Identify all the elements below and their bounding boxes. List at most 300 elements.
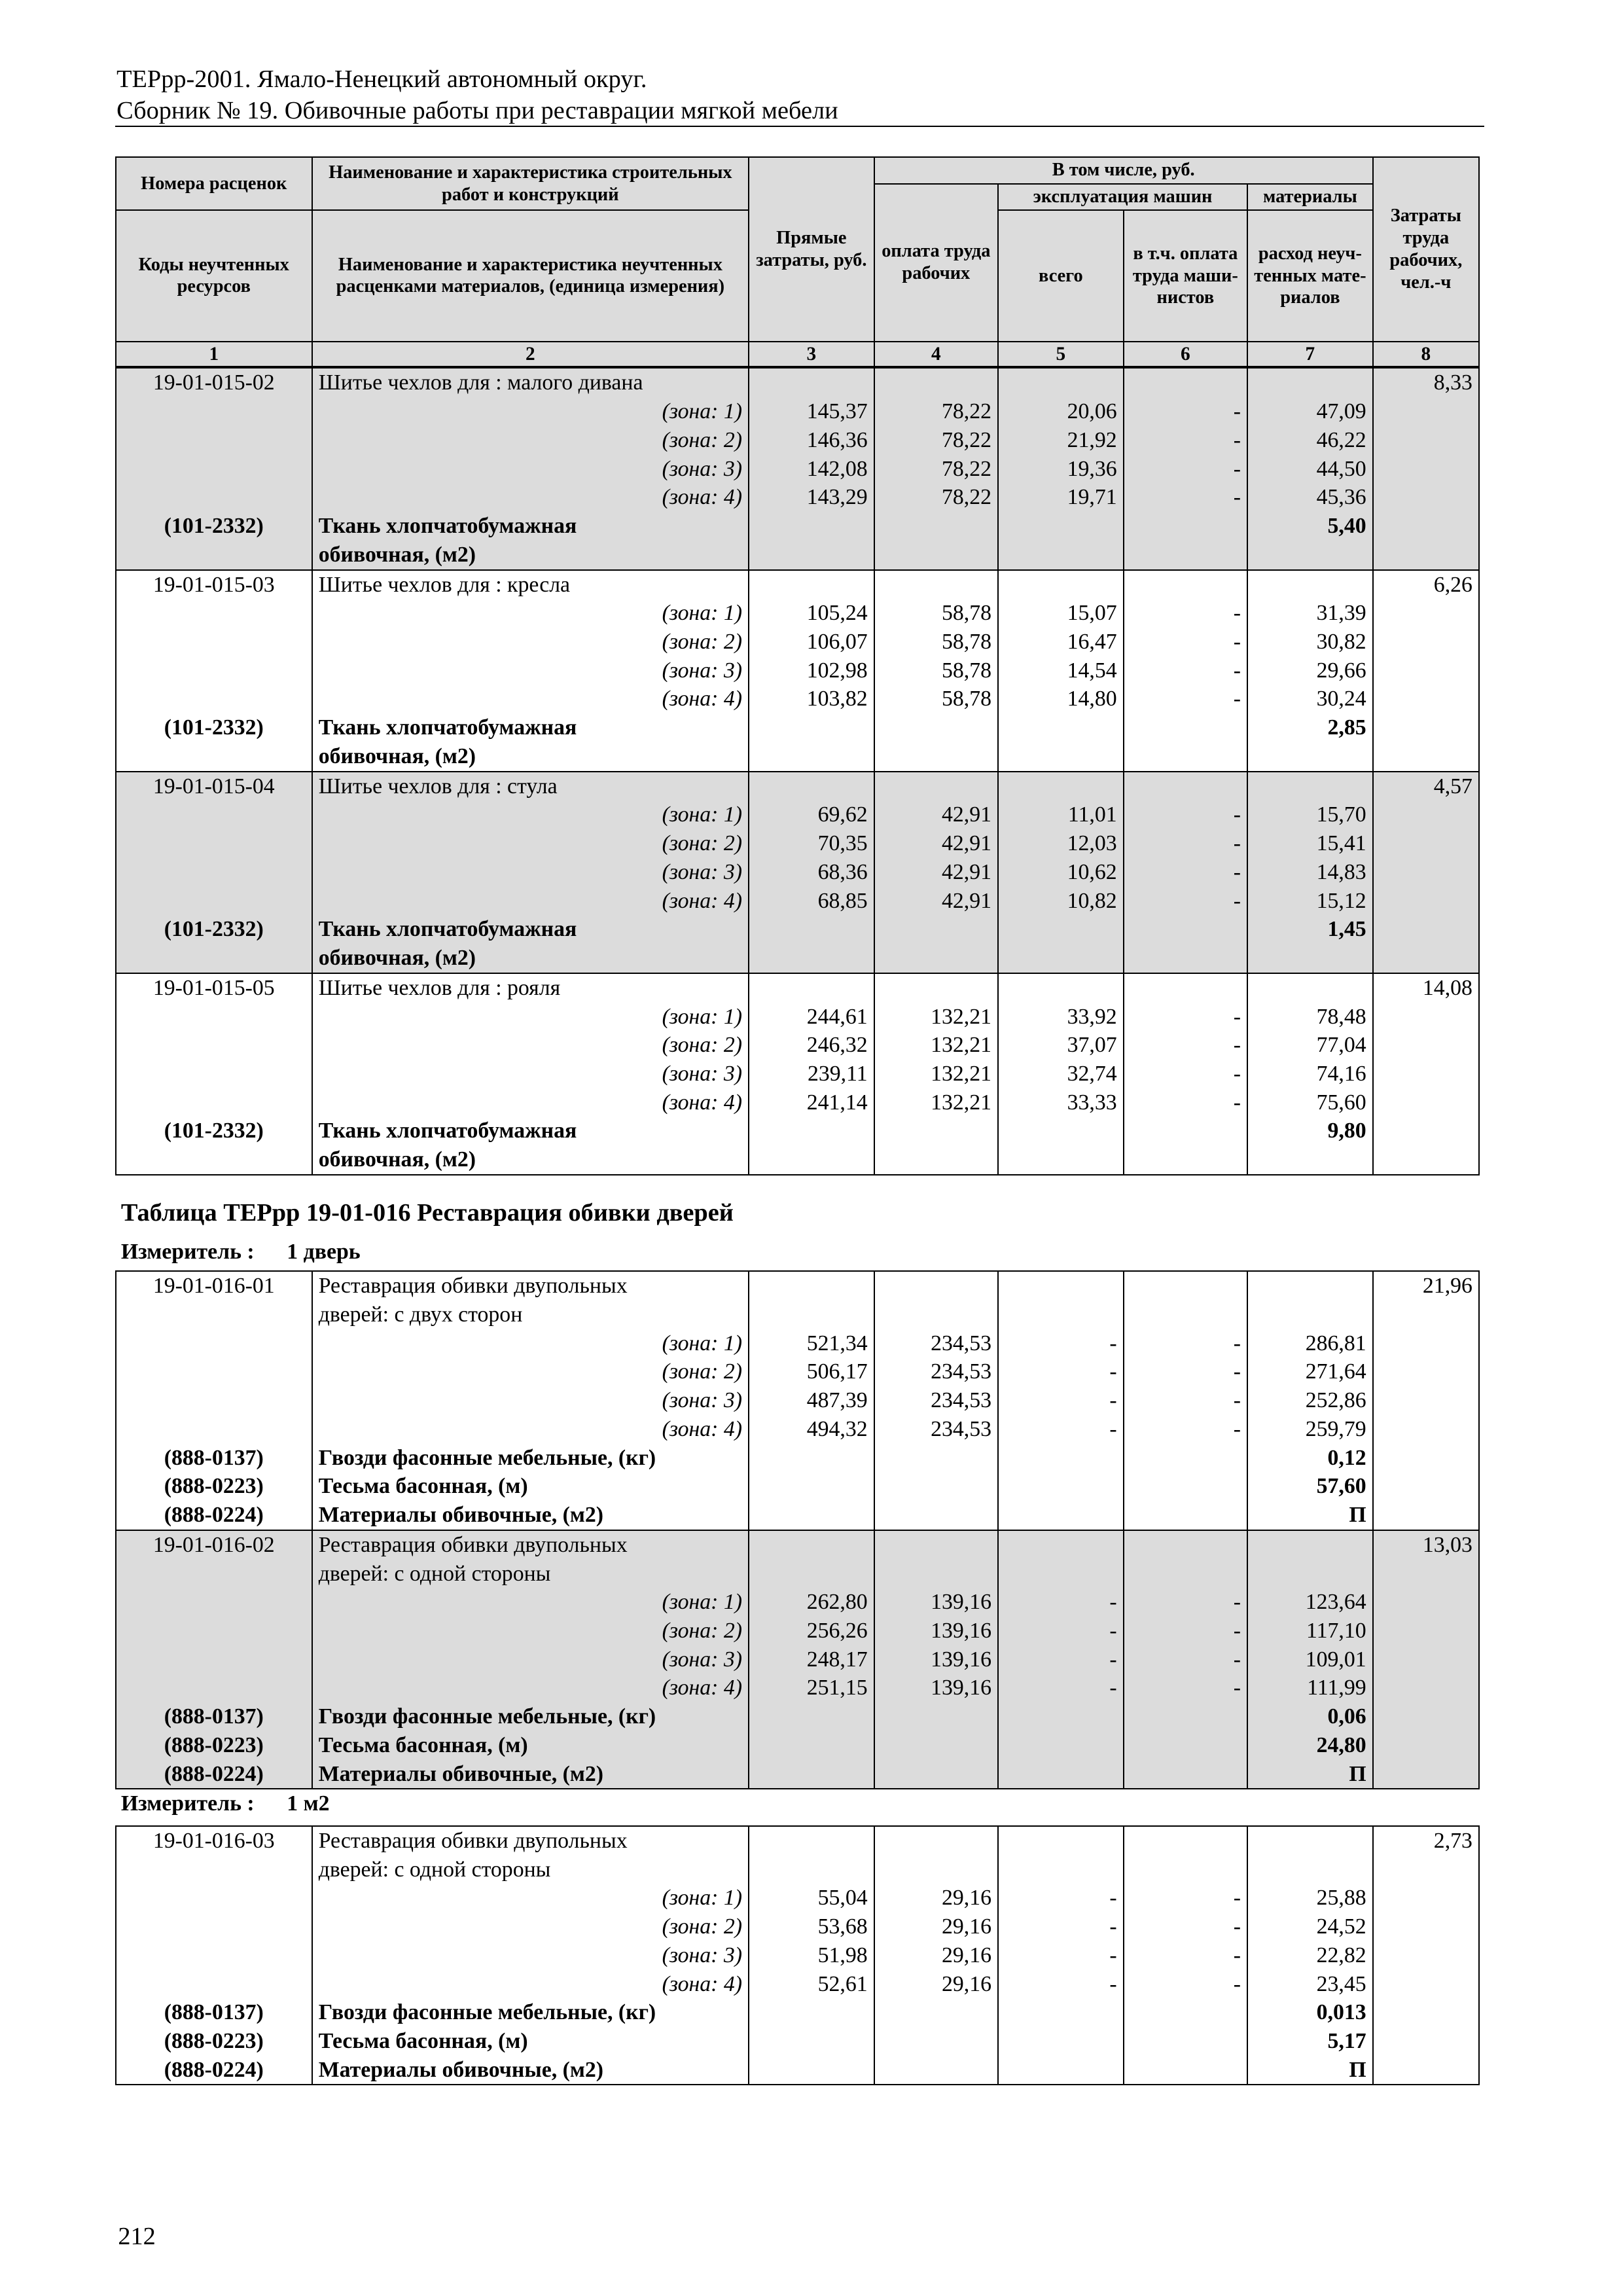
empty-cell — [998, 1271, 1124, 1300]
table-row — [116, 1617, 1479, 1645]
rate-code: 19-01-015-04 — [116, 772, 312, 801]
empty-cell — [1373, 829, 1479, 858]
table-row — [116, 656, 1479, 685]
empty-cell — [998, 2056, 1124, 2085]
empty-cell — [1373, 1117, 1479, 1145]
empty-cell — [1124, 1702, 1247, 1731]
resource-code: (101-2332) — [116, 1117, 312, 1145]
empty-cell — [116, 455, 312, 484]
empty-cell — [1124, 973, 1247, 1003]
empty-cell — [874, 1760, 998, 1789]
table-column-header — [115, 156, 1480, 367]
table-row — [116, 772, 1479, 801]
worker-pay: 139,16 — [874, 1617, 998, 1645]
direct-cost: 106,07 — [749, 628, 874, 656]
machine-total: 32,74 — [998, 1060, 1124, 1088]
zone-label: (зона: 1) — [312, 1329, 749, 1358]
zone-label: (зона: 1) — [312, 800, 749, 829]
machinist-pay: - — [1124, 1645, 1247, 1674]
resource-qty: 0,013 — [1247, 1998, 1373, 2027]
empty-cell — [874, 512, 998, 541]
resource-qty: 5,17 — [1247, 2027, 1373, 2056]
col4-header: оплата труда рабочих — [874, 184, 998, 342]
empty-cell — [1124, 1731, 1247, 1760]
machinist-pay: - — [1124, 1329, 1247, 1358]
empty-cell — [1373, 713, 1479, 742]
table-row — [116, 541, 1479, 570]
empty-cell — [998, 1856, 1124, 1884]
direct-cost: 51,98 — [749, 1941, 874, 1970]
running-header-line2: Сборник № 19. Обивочные работы при реставрации мягкой мебели — [116, 96, 838, 124]
col5-header: всего — [998, 210, 1124, 342]
table-row — [116, 742, 1479, 772]
empty-cell — [749, 1300, 874, 1329]
zone-label: (зона: 2) — [312, 1357, 749, 1386]
zone-label: (зона: 2) — [312, 628, 749, 656]
empty-cell — [749, 1560, 874, 1588]
empty-cell — [874, 1472, 998, 1501]
column-number: 4 — [874, 342, 998, 367]
zone-label: (зона: 1) — [312, 1588, 749, 1617]
meter-value: 1 дверь — [287, 1239, 361, 1264]
empty-cell — [1373, 1300, 1479, 1329]
zone-label: (зона: 4) — [312, 685, 749, 713]
empty-cell — [998, 944, 1124, 973]
resource-name: Материалы обивочные, (м2) — [312, 2056, 749, 2085]
worker-pay: 29,16 — [874, 1912, 998, 1941]
table-row — [116, 1271, 1479, 1300]
resource-name: Гвозди фасонные мебельные, (кг) — [312, 1444, 749, 1473]
empty-cell — [116, 800, 312, 829]
empty-cell — [1124, 1530, 1247, 1560]
empty-cell — [1124, 2056, 1247, 2085]
empty-cell — [874, 368, 998, 397]
machine-total: - — [998, 1884, 1124, 1912]
machine-total: - — [998, 1970, 1124, 1999]
empty-cell — [1373, 800, 1479, 829]
empty-cell — [874, 1145, 998, 1175]
table-row — [116, 1329, 1479, 1358]
materials-cost: 77,04 — [1247, 1031, 1373, 1060]
empty-cell — [1124, 1472, 1247, 1501]
incl-header: В том числе, руб. — [874, 157, 1373, 184]
empty-cell — [998, 915, 1124, 944]
empty-cell — [998, 973, 1124, 1003]
machinist-pay: - — [1124, 1060, 1247, 1088]
col6-header: в т.ч. оплата труда маши- нистов — [1124, 210, 1247, 342]
direct-cost: 521,34 — [749, 1329, 874, 1358]
resource-qty: 24,80 — [1247, 1731, 1373, 1760]
zone-label: (зона: 2) — [312, 829, 749, 858]
direct-cost: 146,36 — [749, 426, 874, 455]
machinist-pay: - — [1124, 1941, 1247, 1970]
empty-cell — [749, 1501, 874, 1530]
empty-cell — [749, 2056, 874, 2085]
direct-cost: 142,08 — [749, 455, 874, 484]
resource-name-cont: обивочная, (м2) — [312, 1145, 749, 1175]
resource-code: (101-2332) — [116, 915, 312, 944]
zone-label: (зона: 3) — [312, 1645, 749, 1674]
resource-code: (888-0137) — [116, 1998, 312, 2027]
zone-label: (зона: 2) — [312, 1617, 749, 1645]
machinist-pay: - — [1124, 1884, 1247, 1912]
resource-qty: П — [1247, 2056, 1373, 2085]
direct-cost: 248,17 — [749, 1645, 874, 1674]
empty-cell — [116, 1031, 312, 1060]
empty-cell — [874, 1501, 998, 1530]
col7-header: расход неуч- тенных мате- риалов — [1247, 210, 1373, 342]
empty-cell — [1247, 541, 1373, 570]
machinist-pay: - — [1124, 426, 1247, 455]
col8-header: Затраты труда рабочих, чел.-ч — [1373, 157, 1479, 342]
empty-cell — [874, 1826, 998, 1856]
rate-code: 19-01-016-03 — [116, 1826, 312, 1856]
empty-cell — [1373, 887, 1479, 916]
direct-cost: 244,61 — [749, 1003, 874, 1031]
rates-table-016-doors — [115, 1270, 1480, 1789]
empty-cell — [749, 1145, 874, 1175]
table-row — [116, 973, 1479, 1003]
table-row — [116, 1674, 1479, 1702]
materials-cost: 78,48 — [1247, 1003, 1373, 1031]
empty-cell — [116, 1386, 312, 1415]
worker-pay: 78,22 — [874, 397, 998, 426]
empty-cell — [1124, 713, 1247, 742]
empty-cell — [1124, 1826, 1247, 1856]
worker-pay: 58,78 — [874, 628, 998, 656]
empty-cell — [1373, 512, 1479, 541]
zone-label: (зона: 2) — [312, 1912, 749, 1941]
empty-cell — [874, 541, 998, 570]
table-row — [116, 1588, 1479, 1617]
empty-cell — [1124, 1117, 1247, 1145]
resource-code: (888-0137) — [116, 1444, 312, 1473]
resource-name: Ткань хлопчатобумажная — [312, 512, 749, 541]
zone-label: (зона: 3) — [312, 455, 749, 484]
resource-name: Ткань хлопчатобумажная — [312, 713, 749, 742]
empty-cell — [749, 915, 874, 944]
rate-name: Реставрация обивки двупольных — [312, 1271, 749, 1300]
zone-label: (зона: 3) — [312, 1386, 749, 1415]
table-row — [116, 628, 1479, 656]
exploit-header: эксплуатация машин — [998, 184, 1247, 211]
materials-cost: 286,81 — [1247, 1329, 1373, 1358]
labor-cost: 8,33 — [1373, 368, 1479, 397]
empty-cell — [998, 1530, 1124, 1560]
column-number: 2 — [312, 342, 749, 367]
empty-cell — [998, 1560, 1124, 1588]
empty-cell — [749, 1472, 874, 1501]
materials-cost: 117,10 — [1247, 1617, 1373, 1645]
machine-total: 14,54 — [998, 656, 1124, 685]
empty-cell — [1373, 1031, 1479, 1060]
table-row — [116, 512, 1479, 541]
direct-cost: 494,32 — [749, 1415, 874, 1444]
machine-total: 10,82 — [998, 887, 1124, 916]
materials-cost: 30,82 — [1247, 628, 1373, 656]
empty-cell — [116, 1645, 312, 1674]
materials-cost: 252,86 — [1247, 1386, 1373, 1415]
table-row — [116, 1941, 1479, 1970]
table-row — [116, 1731, 1479, 1760]
empty-cell — [1373, 1760, 1479, 1789]
resource-qty: 1,45 — [1247, 915, 1373, 944]
table-row — [116, 1444, 1479, 1473]
materials-cost: 45,36 — [1247, 483, 1373, 512]
empty-cell — [1247, 742, 1373, 772]
empty-cell — [116, 742, 312, 772]
meter-label: Измеритель : — [120, 1239, 255, 1264]
column-number: 5 — [998, 342, 1124, 367]
machine-total: 37,07 — [998, 1031, 1124, 1060]
empty-cell — [1373, 1003, 1479, 1031]
empty-cell — [998, 1731, 1124, 1760]
table-row — [116, 1386, 1479, 1415]
empty-cell — [1124, 1856, 1247, 1884]
empty-cell — [1373, 1060, 1479, 1088]
zone-label: (зона: 1) — [312, 397, 749, 426]
resource-code: (101-2332) — [116, 713, 312, 742]
empty-cell — [998, 368, 1124, 397]
materials-cost: 22,82 — [1247, 1941, 1373, 1970]
machine-total: 16,47 — [998, 628, 1124, 656]
rate-name: Реставрация обивки двупольных — [312, 1826, 749, 1856]
empty-cell — [874, 570, 998, 600]
empty-cell — [998, 1145, 1124, 1175]
empty-cell — [1124, 1271, 1247, 1300]
empty-cell — [1373, 1560, 1479, 1588]
zone-label: (зона: 3) — [312, 656, 749, 685]
empty-cell — [1373, 426, 1479, 455]
column-number: 1 — [116, 342, 312, 367]
machine-total: - — [998, 1674, 1124, 1702]
empty-cell — [1373, 685, 1479, 713]
table-row — [116, 483, 1479, 512]
empty-cell — [1373, 483, 1479, 512]
materials-cost: 75,60 — [1247, 1088, 1373, 1117]
labor-cost: 6,26 — [1373, 570, 1479, 600]
machinist-pay: - — [1124, 800, 1247, 829]
direct-cost: 68,85 — [749, 887, 874, 916]
column-number: 8 — [1373, 342, 1479, 367]
empty-cell — [998, 1702, 1124, 1731]
empty-cell — [1373, 1501, 1479, 1530]
direct-cost: 70,35 — [749, 829, 874, 858]
empty-cell — [1373, 1588, 1479, 1617]
empty-cell — [116, 426, 312, 455]
empty-cell — [998, 512, 1124, 541]
empty-cell — [874, 742, 998, 772]
worker-pay: 234,53 — [874, 1386, 998, 1415]
empty-cell — [1124, 541, 1247, 570]
worker-pay: 139,16 — [874, 1674, 998, 1702]
worker-pay: 132,21 — [874, 1003, 998, 1031]
empty-cell — [116, 685, 312, 713]
empty-cell — [874, 944, 998, 973]
empty-cell — [1124, 944, 1247, 973]
machine-total: 21,92 — [998, 426, 1124, 455]
machinist-pay: - — [1124, 1674, 1247, 1702]
rate-name-cont: дверей: с одной стороны — [312, 1856, 749, 1884]
empty-cell — [116, 541, 312, 570]
empty-cell — [1373, 1674, 1479, 1702]
table-row — [116, 1300, 1479, 1329]
empty-cell — [1124, 2027, 1247, 2056]
empty-cell — [1373, 1998, 1479, 2027]
materials-cost: 15,12 — [1247, 887, 1373, 916]
machinist-pay: - — [1124, 887, 1247, 916]
machine-total: 11,01 — [998, 800, 1124, 829]
empty-cell — [1373, 1941, 1479, 1970]
table-row — [116, 2027, 1479, 2056]
empty-cell — [1124, 570, 1247, 600]
empty-cell — [749, 1530, 874, 1560]
rate-name: Шитье чехлов для : малого дивана — [312, 368, 749, 397]
empty-cell — [116, 1060, 312, 1088]
materials-cost: 46,22 — [1247, 426, 1373, 455]
machine-total: - — [998, 1941, 1124, 1970]
empty-cell — [116, 1674, 312, 1702]
direct-cost: 256,26 — [749, 1617, 874, 1645]
empty-cell — [998, 1760, 1124, 1789]
empty-cell — [1124, 368, 1247, 397]
zone-label: (зона: 1) — [312, 1003, 749, 1031]
resource-qty: П — [1247, 1501, 1373, 1530]
empty-cell — [1373, 628, 1479, 656]
empty-cell — [1247, 570, 1373, 600]
worker-pay: 78,22 — [874, 483, 998, 512]
table-row — [116, 599, 1479, 628]
zone-label: (зона: 4) — [312, 887, 749, 916]
empty-cell — [749, 1702, 874, 1731]
zone-label: (зона: 2) — [312, 426, 749, 455]
table-row — [116, 829, 1479, 858]
machinist-pay: - — [1124, 1357, 1247, 1386]
materials-cost: 259,79 — [1247, 1415, 1373, 1444]
machine-total: 19,71 — [998, 483, 1124, 512]
empty-cell — [1124, 1300, 1247, 1329]
meter-label: Измеритель : — [120, 1791, 255, 1816]
machine-total: 14,80 — [998, 685, 1124, 713]
empty-cell — [998, 1444, 1124, 1473]
empty-cell — [116, 887, 312, 916]
empty-cell — [1373, 858, 1479, 887]
worker-pay: 234,53 — [874, 1415, 998, 1444]
table-row — [116, 426, 1479, 455]
empty-cell — [998, 1300, 1124, 1329]
worker-pay: 29,16 — [874, 1970, 998, 1999]
rates-table-015 — [115, 367, 1480, 1175]
resource-code: (888-0223) — [116, 2027, 312, 2056]
empty-cell — [116, 829, 312, 858]
machinist-pay: - — [1124, 858, 1247, 887]
empty-cell — [1373, 1970, 1479, 1999]
materials-cost: 14,83 — [1247, 858, 1373, 887]
machinist-pay: - — [1124, 1031, 1247, 1060]
zone-label: (зона: 4) — [312, 483, 749, 512]
worker-pay: 58,78 — [874, 685, 998, 713]
machine-total: 12,03 — [998, 829, 1124, 858]
empty-cell — [749, 1826, 874, 1856]
resource-qty: 2,85 — [1247, 713, 1373, 742]
machinist-pay: - — [1124, 1912, 1247, 1941]
empty-cell — [1247, 944, 1373, 973]
table-row — [116, 1060, 1479, 1088]
machinist-pay: - — [1124, 1003, 1247, 1031]
materials-cost: 25,88 — [1247, 1884, 1373, 1912]
materials-cost: 24,52 — [1247, 1912, 1373, 1941]
empty-cell — [998, 742, 1124, 772]
direct-cost: 251,15 — [749, 1674, 874, 1702]
empty-cell — [749, 570, 874, 600]
worker-pay: 132,21 — [874, 1031, 998, 1060]
machine-total: - — [998, 1617, 1124, 1645]
empty-cell — [1124, 1145, 1247, 1175]
empty-cell — [1373, 455, 1479, 484]
table-row — [116, 1760, 1479, 1789]
direct-cost: 506,17 — [749, 1357, 874, 1386]
labor-cost: 4,57 — [1373, 772, 1479, 801]
empty-cell — [874, 2027, 998, 2056]
resource-code: (888-0224) — [116, 1760, 312, 1789]
resource-name-cont: обивочная, (м2) — [312, 944, 749, 973]
empty-cell — [1373, 1329, 1479, 1358]
column-number: 6 — [1124, 342, 1247, 367]
zone-label: (зона: 4) — [312, 1088, 749, 1117]
materials-cost: 30,24 — [1247, 685, 1373, 713]
machinist-pay: - — [1124, 397, 1247, 426]
empty-cell — [874, 1731, 998, 1760]
materials-cost: 109,01 — [1247, 1645, 1373, 1674]
machine-total: - — [998, 1386, 1124, 1415]
labor-cost: 13,03 — [1373, 1530, 1479, 1560]
empty-cell — [1124, 1760, 1247, 1789]
machine-total: 33,33 — [998, 1088, 1124, 1117]
table-row — [116, 570, 1479, 600]
empty-cell — [1124, 1998, 1247, 2027]
empty-cell — [874, 1998, 998, 2027]
direct-cost: 143,29 — [749, 483, 874, 512]
empty-cell — [1373, 397, 1479, 426]
col1-bottom-header: Коды неучтенных ресурсов — [116, 210, 312, 342]
resource-code: (888-0224) — [116, 1501, 312, 1530]
empty-cell — [116, 944, 312, 973]
empty-cell — [1373, 1145, 1479, 1175]
empty-cell — [998, 1117, 1124, 1145]
zone-label: (зона: 1) — [312, 1884, 749, 1912]
empty-cell — [1373, 2056, 1479, 2085]
column-number: 3 — [749, 342, 874, 367]
empty-cell — [1247, 368, 1373, 397]
empty-cell — [874, 1300, 998, 1329]
machine-total: - — [998, 1588, 1124, 1617]
resource-name: Гвозди фасонные мебельные, (кг) — [312, 1702, 749, 1731]
materials-header: материалы — [1247, 184, 1373, 211]
empty-cell — [116, 1088, 312, 1117]
resource-code: (101-2332) — [116, 512, 312, 541]
table-row — [116, 1645, 1479, 1674]
empty-cell — [874, 772, 998, 801]
worker-pay: 132,21 — [874, 1060, 998, 1088]
empty-cell — [1373, 1912, 1479, 1941]
resource-qty: 0,06 — [1247, 1702, 1373, 1731]
empty-cell — [874, 1560, 998, 1588]
resource-code: (888-0223) — [116, 1731, 312, 1760]
direct-cost: 262,80 — [749, 1588, 874, 1617]
empty-cell — [874, 915, 998, 944]
worker-pay: 42,91 — [874, 829, 998, 858]
table-row — [116, 800, 1479, 829]
